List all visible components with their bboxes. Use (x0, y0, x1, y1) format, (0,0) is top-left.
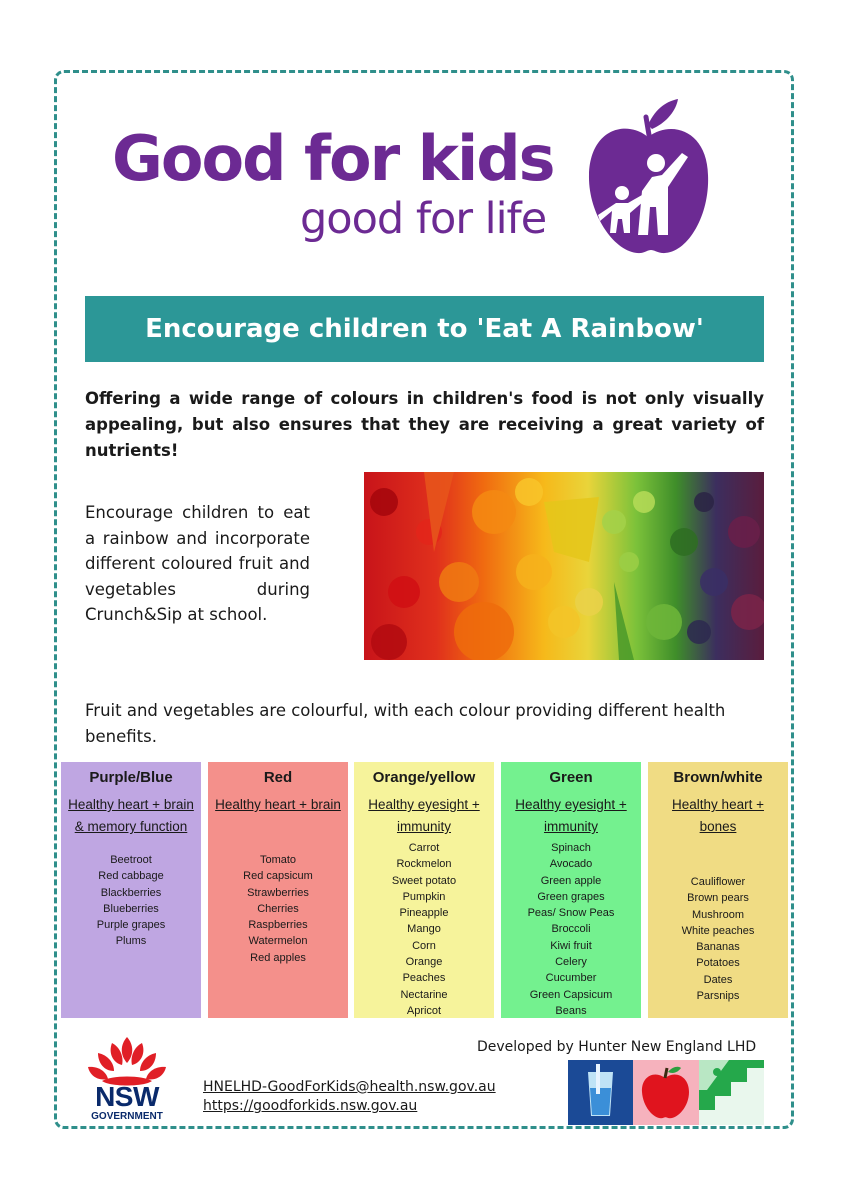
benefits-paragraph: Fruit and vegetables are colourful, with each colour providing different health benefits. (85, 701, 726, 746)
column-purple-blue (61, 762, 201, 1018)
list-item: Purple grapes (96, 919, 166, 932)
column-benefit: Healthy heart + bones (672, 797, 764, 834)
list-item: Watermelon (248, 935, 308, 948)
list-item: Nectarine (400, 988, 448, 1001)
list-item: Red capsicum (243, 870, 313, 883)
red-apple-icon (633, 1060, 698, 1125)
good-for-kids-logo (112, 122, 572, 258)
list-item: White peaches (681, 924, 755, 937)
list-item: Rockmelon (396, 858, 452, 871)
list-item: Green grapes (537, 890, 605, 903)
nsw-logo-subtext: GOVERNMENT (91, 1111, 163, 1122)
apple-family-logo-icon (586, 95, 711, 260)
column-benefit: Healthy eyesight + immunity (515, 797, 627, 834)
column-title: Purple/Blue (89, 769, 173, 786)
rainbow-produce-image (364, 472, 764, 660)
nsw-logo-text: NSW (95, 1081, 159, 1112)
list-item: Raspberries (248, 919, 308, 932)
list-item: Sweet potato (391, 874, 457, 887)
developed-by-text: Developed by Hunter New England LHD (477, 1039, 757, 1055)
list-item: Kiwi fruit (550, 939, 592, 952)
list-item: Plums (115, 935, 147, 948)
list-item: Cucumber (545, 972, 597, 985)
column-red (208, 762, 348, 1018)
column-benefit: Healthy heart + brain & memory function (68, 797, 194, 834)
list-item: Green Capsicum (529, 988, 613, 1001)
list-item: Green apple (540, 874, 602, 887)
list-item: Dates (703, 973, 733, 986)
list-item: Celery (555, 956, 587, 969)
email-link[interactable]: HNELHD-GoodForKids@health.nsw.gov.au (203, 1079, 496, 1095)
logo-line1: Good for kids (112, 122, 554, 195)
nsw-government-logo (84, 1083, 170, 1123)
footer-icons (568, 1060, 764, 1125)
food-list (501, 840, 641, 1019)
list-item: Blueberries (103, 902, 159, 915)
list-item: Blackberries (100, 886, 162, 899)
water-glass-icon (568, 1060, 633, 1125)
contact-links (203, 1078, 496, 1116)
column-title: Red (263, 769, 293, 786)
list-item: Pineapple (399, 907, 449, 920)
list-item: Red apples (250, 951, 306, 964)
list-item: Beetroot (110, 854, 152, 866)
column-title: Brown/white (673, 769, 763, 786)
list-item: Corn (412, 939, 436, 952)
side-paragraph: Encourage children to eat a rainbow and incorporate different coloured fruit and vegetables during Crunch&Sip at school. (85, 503, 310, 624)
list-item: Pumpkin (402, 890, 446, 903)
logo-line2: good for life (300, 194, 547, 244)
list-item: Tomato (259, 854, 297, 866)
list-item: Brown pears (687, 892, 749, 905)
list-item: Cherries (257, 902, 299, 915)
list-item: Potatoes (696, 957, 740, 970)
food-list (61, 852, 201, 950)
list-item: Peaches (402, 972, 446, 985)
food-list (208, 852, 348, 966)
list-item: Red cabbage (98, 870, 164, 883)
food-list (648, 874, 788, 1004)
stairs-activity-icon (699, 1060, 764, 1125)
title-banner (85, 296, 764, 362)
list-item: Orange (405, 956, 443, 969)
page-title: Encourage children to 'Eat A Rainbow' (145, 314, 704, 344)
list-item: Avocado (549, 858, 593, 871)
list-item: Mango (407, 923, 441, 936)
food-list (354, 840, 494, 1019)
list-item: Cauliflower (690, 876, 746, 888)
column-title: Orange/yellow (372, 769, 476, 786)
list-item: Apricot (406, 1004, 442, 1017)
column-benefit: Healthy eyesight + immunity (368, 797, 480, 834)
intro-paragraph: Offering a wide range of colours in children's food is not only visually appealing, but also ensures that they are receiving a great variety of nutrients! (85, 389, 764, 460)
list-item: Spinach (551, 842, 591, 854)
list-item: Beans (555, 1004, 587, 1017)
column-orange-yellow (354, 762, 494, 1018)
list-item: Bananas (696, 941, 740, 954)
list-item: Parsnips (696, 990, 740, 1003)
website-link[interactable]: https://goodforkids.nsw.gov.au (203, 1098, 418, 1114)
list-item: Broccoli (551, 923, 591, 936)
column-green (501, 762, 641, 1018)
list-item: Strawberries (247, 886, 309, 899)
list-item: Peas/ Snow Peas (527, 907, 615, 920)
list-item: Mushroom (692, 908, 744, 921)
list-item: Carrot (408, 842, 440, 854)
column-benefit: Healthy heart + brain (215, 797, 341, 812)
column-brown-white (648, 762, 788, 1018)
column-title: Green (549, 769, 593, 786)
